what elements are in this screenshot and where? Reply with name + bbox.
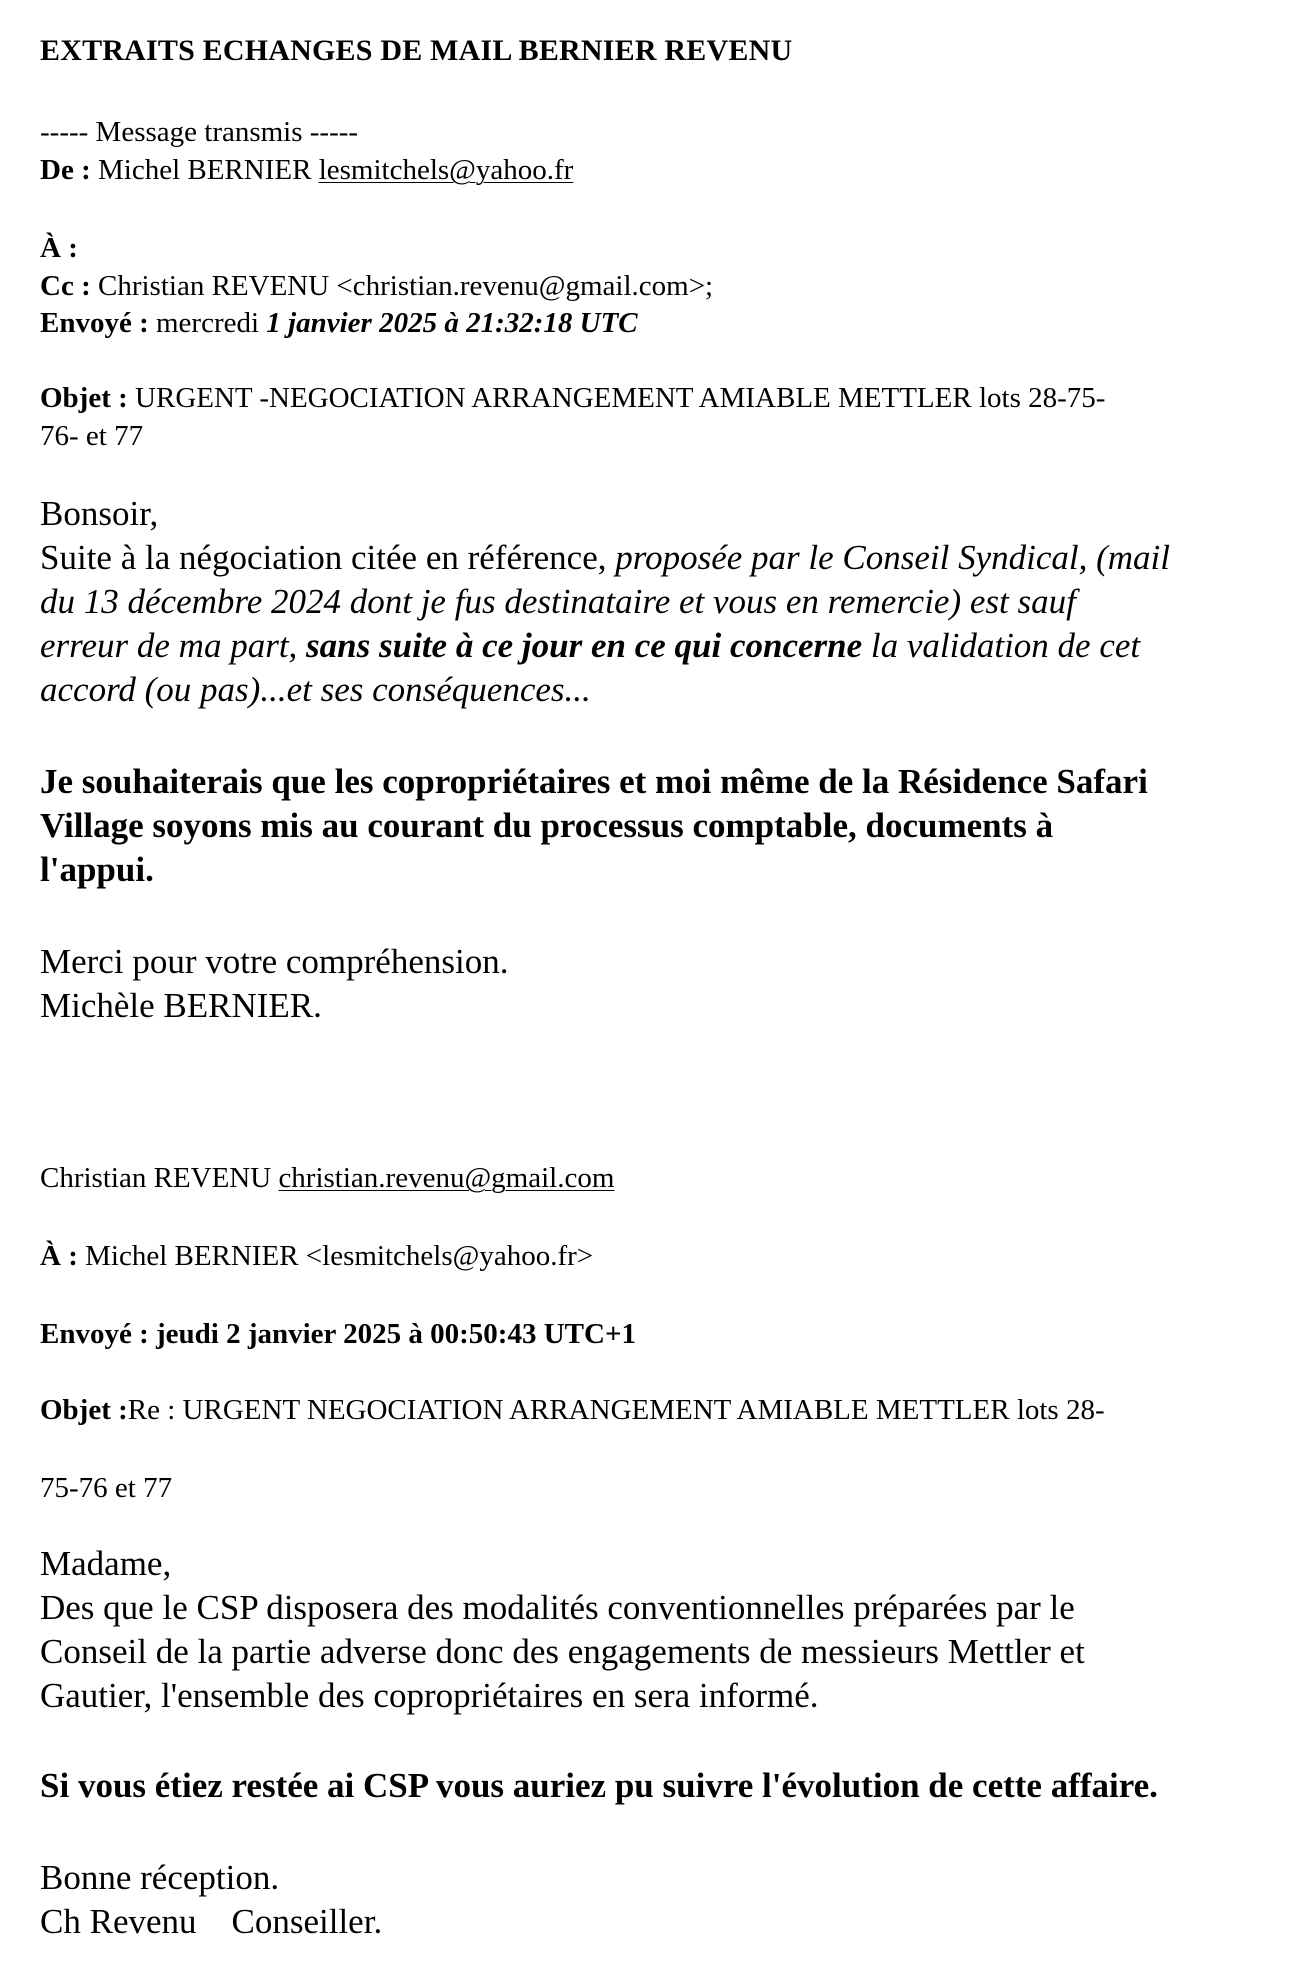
- subject-text: URGENT -NEGOCIATION ARRANGEMENT AMIABLE METTLER lots 28-75-: [135, 382, 1106, 414]
- document-title: EXTRAITS ECHANGES DE MAIL BERNIER REVENU: [40, 34, 793, 67]
- to-value: Michel BERNIER <lesmitchels@yahoo.fr>: [85, 1240, 594, 1272]
- email1-signature: Michèle BERNIER.: [40, 986, 322, 1025]
- email1-subject-line1: [40, 380, 1105, 416]
- from-name: Christian REVENU: [40, 1162, 272, 1194]
- email2-signature: Ch Revenu Conseiller.: [40, 1902, 383, 1941]
- email1-from: [40, 152, 573, 188]
- sent-value: jeudi 2 janvier 2025 à 00:50:43 UTC+1: [156, 1318, 636, 1350]
- subject-label: Objet :: [40, 382, 128, 414]
- email2-body-line3: Gautier, l'ensemble des copropriétaires en sera informé.: [40, 1676, 819, 1715]
- email2-remark: Si vous étiez restée ai CSP vous auriez pu suivre l'évolution de cette affaire.: [40, 1766, 1158, 1805]
- email2-subject-line2: 75-76 et 77: [40, 1472, 173, 1504]
- from-email-link[interactable]: christian.revenu@gmail.com: [278, 1162, 615, 1194]
- email2-subject-line1: [40, 1392, 1105, 1428]
- email1-sent: [40, 305, 638, 341]
- sent-label: Envoyé :: [40, 1318, 149, 1350]
- email1-body-line1: [40, 536, 1170, 580]
- email1-body-line2: du 13 décembre 2024 dont je fus destinataire et vous en remercie) est sauf: [40, 582, 1076, 621]
- email1-body-line3: [40, 624, 1140, 668]
- body-text: Suite à la négociation citée en référence,: [40, 538, 607, 577]
- cc-value: Christian REVENU <christian.revenu@gmail.com>;: [97, 270, 714, 302]
- email2-sent: [40, 1316, 636, 1352]
- email2-body-line2: Conseil de la partie adverse donc des engagements de messieurs Mettler et: [40, 1632, 1085, 1671]
- email1-closing: Merci pour votre compréhension.: [40, 942, 509, 981]
- email2-from: [40, 1160, 614, 1196]
- cc-label: Cc :: [40, 270, 91, 302]
- to-label: À :: [40, 1240, 78, 1272]
- from-name: Michel BERNIER: [97, 154, 312, 186]
- sent-day: mercredi: [156, 307, 260, 339]
- email2-greeting: Madame,: [40, 1544, 172, 1583]
- body-text-italic: la validation de cet: [870, 626, 1141, 665]
- email2-closing: Bonne réception.: [40, 1858, 280, 1897]
- email1-to: À :: [40, 232, 78, 264]
- from-email-link[interactable]: lesmitchels@yahoo.fr: [318, 154, 574, 186]
- email2-body-line1: Des que le CSP disposera des modalités conventionnelles préparées par le: [40, 1588, 1075, 1627]
- email1-cc: [40, 268, 713, 304]
- sent-date: 1 janvier 2025 à 21:32:18 UTC: [266, 307, 638, 339]
- sent-label: Envoyé :: [40, 307, 149, 339]
- email1-request-line2: Village soyons mis au courant du processus comptable, documents à: [40, 806, 1054, 845]
- email1-greeting: Bonsoir,: [40, 494, 159, 533]
- email1-request-line1: Je souhaiterais que les copropriétaires et moi même de la Résidence Safari: [40, 762, 1148, 801]
- forwarded-marker: ----- Message transmis -----: [40, 116, 359, 148]
- body-text-bold-italic: sans suite à ce jour en ce qui concerne: [306, 626, 863, 665]
- from-label: De :: [40, 154, 91, 186]
- subject-text: Re : URGENT NEGOCIATION ARRANGEMENT AMIABLE METTLER lots 28-: [127, 1394, 1105, 1426]
- email2-to: [40, 1238, 593, 1274]
- body-text-italic: proposée par le Conseil Syndical, (mail: [615, 538, 1170, 577]
- email1-body-line4: accord (ou pas)...et ses conséquences...: [40, 670, 591, 709]
- email1-request-line3: l'appui.: [40, 850, 154, 889]
- subject-label: Objet :: [40, 1394, 128, 1426]
- email1-subject-line2: 76- et 77: [40, 420, 144, 452]
- body-text-italic: erreur de ma part,: [40, 626, 298, 665]
